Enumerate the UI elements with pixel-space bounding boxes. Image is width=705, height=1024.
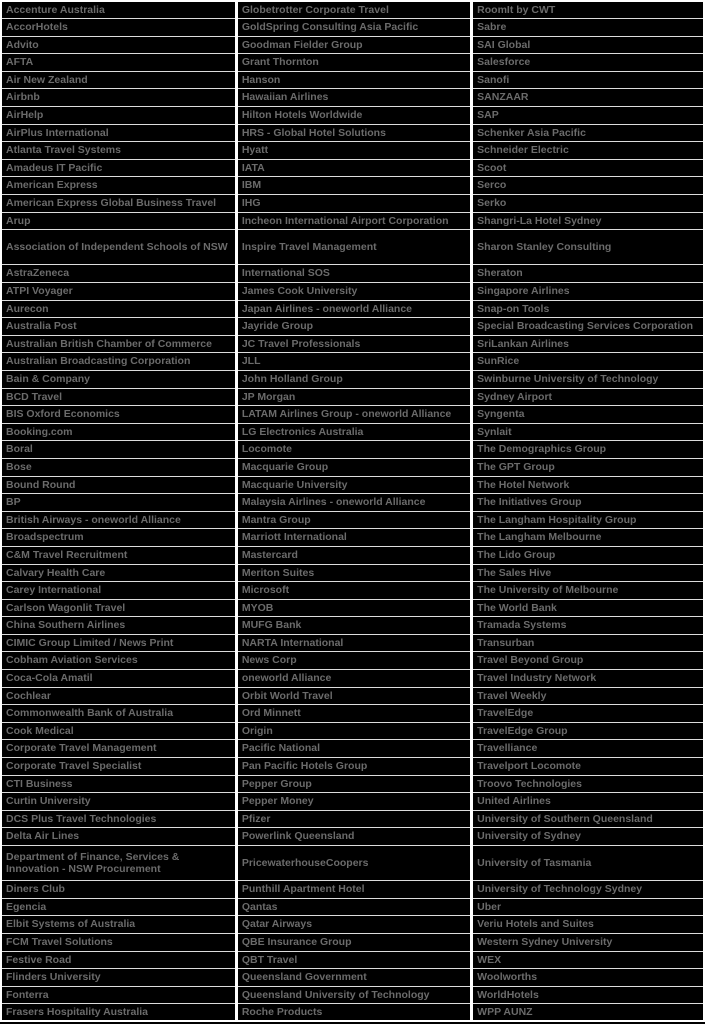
table-row (1, 670, 704, 688)
table-cell: Commonwealth Bank of Australia (1, 705, 236, 723)
table-cell: Locomote (236, 441, 471, 459)
table-cell: Bain & Company (1, 370, 236, 388)
table-cell: Troovo Technologies (472, 775, 704, 793)
table-cell: Marriott International (236, 529, 471, 547)
table-row (1, 881, 704, 899)
table-cell: AFTA (1, 54, 236, 72)
table-cell: Schenker Asia Pacific (472, 124, 704, 142)
table-cell: John Holland Group (236, 370, 471, 388)
table-row (1, 177, 704, 195)
table-cell: Qatar Airways (236, 916, 471, 934)
table-cell: Microsoft (236, 582, 471, 600)
table-row (1, 951, 704, 969)
table-cell: Transurban (472, 634, 704, 652)
table-cell: American Express Global Business Travel (1, 195, 236, 213)
table-row (1, 564, 704, 582)
table-cell: WorldHotels (472, 986, 704, 1004)
table-cell: BCD Travel (1, 388, 236, 406)
table-cell: SAP (472, 107, 704, 125)
table-cell: SANZAAR (472, 89, 704, 107)
table-cell: Australian Broadcasting Corporation (1, 353, 236, 371)
table-cell: AstraZeneca (1, 265, 236, 283)
table-row (1, 775, 704, 793)
table-cell: QBT Travel (236, 951, 471, 969)
table-row (1, 740, 704, 758)
table-cell: Pfizer (236, 810, 471, 828)
table-cell: Mantra Group (236, 511, 471, 529)
table-cell: Cobham Aviation Services (1, 652, 236, 670)
table-row (1, 318, 704, 336)
table-cell: Diners Club (1, 881, 236, 899)
table-cell: The University of Melbourne (472, 582, 704, 600)
table-cell: The Langham Hospitality Group (472, 511, 704, 529)
table-cell: Corporate Travel Management (1, 740, 236, 758)
table-cell: Delta Air Lines (1, 828, 236, 846)
table-cell: Bose (1, 458, 236, 476)
table-cell: American Express (1, 177, 236, 195)
table-cell: Pan Pacific Hotels Group (236, 758, 471, 776)
table-cell: Boral (1, 441, 236, 459)
table-cell: Association of Independent Schools of NSW (1, 230, 236, 265)
table-cell: SriLankan Airlines (472, 335, 704, 353)
table-cell: The Sales Hive (472, 564, 704, 582)
table-cell: Amadeus IT Pacific (1, 159, 236, 177)
table-cell: JP Morgan (236, 388, 471, 406)
table-cell: Pacific National (236, 740, 471, 758)
table-row (1, 300, 704, 318)
table-row (1, 599, 704, 617)
table-row (1, 423, 704, 441)
table-row (1, 758, 704, 776)
table-row (1, 494, 704, 512)
table-cell: RoomIt by CWT (472, 1, 704, 19)
table-cell: Sydney Airport (472, 388, 704, 406)
table-cell: HRS - Global Hotel Solutions (236, 124, 471, 142)
table-cell: WPP AUNZ (472, 1004, 704, 1022)
table-cell: The Langham Melbourne (472, 529, 704, 547)
table-cell: Mastercard (236, 546, 471, 564)
table-cell: Grant Thornton (236, 54, 471, 72)
table-row (1, 406, 704, 424)
table-cell: LG Electronics Australia (236, 423, 471, 441)
table-row (1, 265, 704, 283)
table-cell: Qantas (236, 898, 471, 916)
table-cell: QBE Insurance Group (236, 933, 471, 951)
table-cell: Cochlear (1, 687, 236, 705)
table-row (1, 933, 704, 951)
table-cell: IBM (236, 177, 471, 195)
table-row (1, 353, 704, 371)
table-row (1, 1004, 704, 1022)
table-cell: Incheon International Airport Corporation (236, 212, 471, 230)
table-row (1, 54, 704, 72)
table-cell: GoldSpring Consulting Asia Pacific (236, 19, 471, 37)
table-cell: Hilton Hotels Worldwide (236, 107, 471, 125)
table-cell: Tramada Systems (472, 617, 704, 635)
table-row (1, 441, 704, 459)
table-cell: IHG (236, 195, 471, 213)
table-row (1, 283, 704, 301)
table-row (1, 476, 704, 494)
table-cell: Atlanta Travel Systems (1, 142, 236, 160)
table-cell: Schneider Electric (472, 142, 704, 160)
table-cell: James Cook University (236, 283, 471, 301)
table-row (1, 846, 704, 881)
table-cell: British Airways - oneworld Alliance (1, 511, 236, 529)
table-cell: BIS Oxford Economics (1, 406, 236, 424)
table-cell: JC Travel Professionals (236, 335, 471, 353)
table-row (1, 810, 704, 828)
table-cell: Veriu Hotels and Suites (472, 916, 704, 934)
table-row (1, 89, 704, 107)
table-cell: AirHelp (1, 107, 236, 125)
table-cell: Airbnb (1, 89, 236, 107)
table-cell: Roche Products (236, 1004, 471, 1022)
table-cell: Curtin University (1, 793, 236, 811)
table-cell: China Southern Airlines (1, 617, 236, 635)
table-cell: NARTA International (236, 634, 471, 652)
table-cell: Travel Weekly (472, 687, 704, 705)
table-row (1, 582, 704, 600)
table-cell: Special Broadcasting Services Corporation (472, 318, 704, 336)
table-cell: Powerlink Queensland (236, 828, 471, 846)
table-cell: Japan Airlines - oneworld Alliance (236, 300, 471, 318)
table-cell: Carlson Wagonlit Travel (1, 599, 236, 617)
table-cell: Hanson (236, 71, 471, 89)
table-cell: Australia Post (1, 318, 236, 336)
table-row (1, 458, 704, 476)
table-cell: Serco (472, 177, 704, 195)
table-row (1, 546, 704, 564)
table-cell: JLL (236, 353, 471, 371)
table-cell: Sanofi (472, 71, 704, 89)
table-row (1, 230, 704, 265)
table-row (1, 142, 704, 160)
table-cell: MUFG Bank (236, 617, 471, 635)
table-cell: Travelliance (472, 740, 704, 758)
table-row (1, 71, 704, 89)
table-cell: Egencia (1, 898, 236, 916)
table-cell: The Lido Group (472, 546, 704, 564)
table-cell: MYOB (236, 599, 471, 617)
table-cell: TravelEdge Group (472, 722, 704, 740)
table-cell: Aurecon (1, 300, 236, 318)
table-cell: Snap-on Tools (472, 300, 704, 318)
table-cell: Flinders University (1, 969, 236, 987)
table-row (1, 969, 704, 987)
table-cell: United Airlines (472, 793, 704, 811)
table-cell: Scoot (472, 159, 704, 177)
table-cell: oneworld Alliance (236, 670, 471, 688)
table-row (1, 652, 704, 670)
table-cell: SAI Global (472, 36, 704, 54)
table-cell: Shangri-La Hotel Sydney (472, 212, 704, 230)
table-cell: Sharon Stanley Consulting (472, 230, 704, 265)
table-cell: The Demographics Group (472, 441, 704, 459)
table-cell: Advito (1, 36, 236, 54)
table-row (1, 898, 704, 916)
table-cell: Frasers Hospitality Australia (1, 1004, 236, 1022)
table-cell: University of Technology Sydney (472, 881, 704, 899)
table-cell: ATPI Voyager (1, 283, 236, 301)
table-cell: Serko (472, 195, 704, 213)
table-row (1, 828, 704, 846)
table-row (1, 1, 704, 19)
attendee-table-body (1, 1, 704, 1021)
table-cell: Queensland Government (236, 969, 471, 987)
table-cell: DCS Plus Travel Technologies (1, 810, 236, 828)
table-cell: Bound Round (1, 476, 236, 494)
table-cell: The Initiatives Group (472, 494, 704, 512)
table-row (1, 793, 704, 811)
table-cell: Malaysia Airlines - oneworld Alliance (236, 494, 471, 512)
table-row (1, 107, 704, 125)
table-row (1, 617, 704, 635)
table-row (1, 335, 704, 353)
table-cell: Coca-Cola Amatil (1, 670, 236, 688)
table-cell: Cook Medical (1, 722, 236, 740)
table-cell: Salesforce (472, 54, 704, 72)
table-cell: The World Bank (472, 599, 704, 617)
table-row (1, 722, 704, 740)
table-cell: Sabre (472, 19, 704, 37)
table-cell: University of Sydney (472, 828, 704, 846)
table-cell: Air New Zealand (1, 71, 236, 89)
table-cell: Broadspectrum (1, 529, 236, 547)
table-row (1, 511, 704, 529)
table-cell: Macquarie Group (236, 458, 471, 476)
table-cell: Travelport Locomote (472, 758, 704, 776)
table-cell: Australian British Chamber of Commerce (1, 335, 236, 353)
table-cell: WEX (472, 951, 704, 969)
table-row (1, 687, 704, 705)
table-cell: Elbit Systems of Australia (1, 916, 236, 934)
table-cell: Arup (1, 212, 236, 230)
table-cell: Jayride Group (236, 318, 471, 336)
table-cell: LATAM Airlines Group - oneworld Alliance (236, 406, 471, 424)
table-cell: Corporate Travel Specialist (1, 758, 236, 776)
table-row (1, 19, 704, 37)
table-row (1, 634, 704, 652)
table-cell: IATA (236, 159, 471, 177)
table-row (1, 36, 704, 54)
table-cell: Syngenta (472, 406, 704, 424)
table-row (1, 212, 704, 230)
table-cell: Queensland University of Technology (236, 986, 471, 1004)
table-cell: CTI Business (1, 775, 236, 793)
table-cell: CIMIC Group Limited / News Print (1, 634, 236, 652)
table-cell: Travel Industry Network (472, 670, 704, 688)
table-row (1, 705, 704, 723)
table-cell: News Corp (236, 652, 471, 670)
table-cell: Macquarie University (236, 476, 471, 494)
table-cell: Meriton Suites (236, 564, 471, 582)
table-cell: Woolworths (472, 969, 704, 987)
table-cell: Synlait (472, 423, 704, 441)
table-cell: Globetrotter Corporate Travel (236, 1, 471, 19)
table-cell: Sheraton (472, 265, 704, 283)
table-cell: Hawaiian Airlines (236, 89, 471, 107)
table-cell: C&M Travel Recruitment (1, 546, 236, 564)
table-cell: Punthill Apartment Hotel (236, 881, 471, 899)
table-cell: TravelEdge (472, 705, 704, 723)
table-cell: Goodman Fielder Group (236, 36, 471, 54)
table-cell: Hyatt (236, 142, 471, 160)
table-row (1, 159, 704, 177)
table-cell: BP (1, 494, 236, 512)
table-row (1, 916, 704, 934)
table-row (1, 986, 704, 1004)
table-cell: Fonterra (1, 986, 236, 1004)
table-cell: SunRice (472, 353, 704, 371)
table-cell: FCM Travel Solutions (1, 933, 236, 951)
table-cell: Pepper Group (236, 775, 471, 793)
table-cell: Orbit World Travel (236, 687, 471, 705)
table-cell: Booking.com (1, 423, 236, 441)
table-row (1, 195, 704, 213)
table-cell: Western Sydney University (472, 933, 704, 951)
table-cell: The GPT Group (472, 458, 704, 476)
table-cell: The Hotel Network (472, 476, 704, 494)
table-cell: PricewaterhouseCoopers (236, 846, 471, 881)
table-row (1, 124, 704, 142)
table-cell: International SOS (236, 265, 471, 283)
table-row (1, 388, 704, 406)
table-cell: University of Tasmania (472, 846, 704, 881)
table-cell: Ord Minnett (236, 705, 471, 723)
table-cell: Uber (472, 898, 704, 916)
table-row (1, 529, 704, 547)
table-cell: Accenture Australia (1, 1, 236, 19)
table-cell: Travel Beyond Group (472, 652, 704, 670)
table-cell: Carey International (1, 582, 236, 600)
table-cell: Festive Road (1, 951, 236, 969)
table-cell: Singapore Airlines (472, 283, 704, 301)
table-cell: Pepper Money (236, 793, 471, 811)
table-cell: Inspire Travel Management (236, 230, 471, 265)
table-cell: Origin (236, 722, 471, 740)
table-row (1, 370, 704, 388)
table-cell: AirPlus International (1, 124, 236, 142)
table-cell: Department of Finance, Services & Innovation - NSW Procurement (1, 846, 236, 881)
table-cell: AccorHotels (1, 19, 236, 37)
table-cell: University of Southern Queensland (472, 810, 704, 828)
table-cell: Calvary Health Care (1, 564, 236, 582)
table-cell: Swinburne University of Technology (472, 370, 704, 388)
